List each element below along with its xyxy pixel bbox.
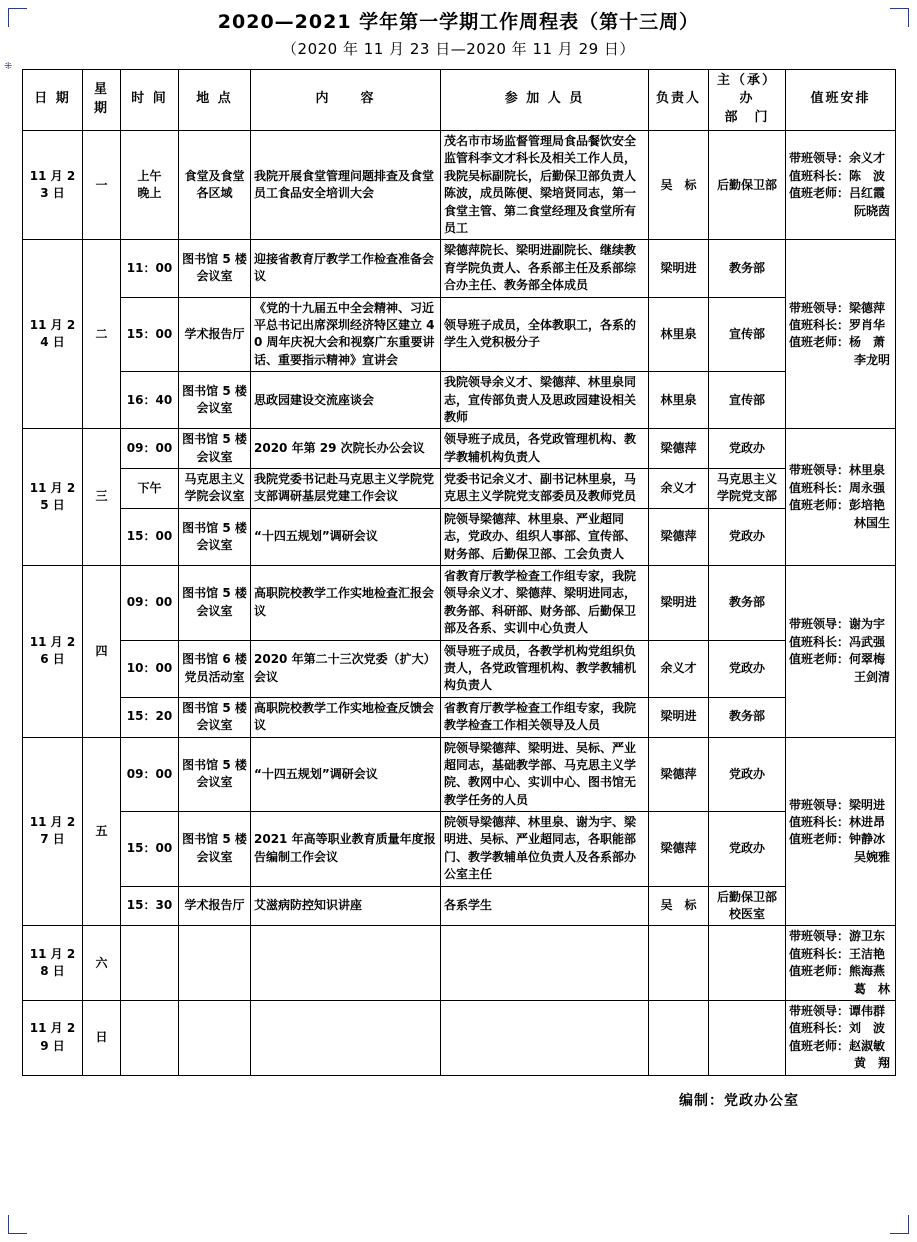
cell-duty-arrangement (786, 566, 896, 738)
table-row (23, 429, 896, 469)
duty-teacher-extra: 李龙明 (853, 352, 890, 367)
cell-time: 10：00 (121, 640, 179, 697)
cell-participants: 各系学生 (441, 886, 649, 926)
table-row (23, 240, 896, 297)
duty-teacher: 值班老师：彭培艳 (789, 498, 886, 513)
cell-weekday: 四 (83, 566, 121, 738)
table-row (23, 372, 896, 429)
cell-place: 图书馆 5 楼会议室 (179, 240, 251, 297)
duty-leader: 带班领导：游卫东 (789, 929, 886, 944)
cell-department: 党政办 (709, 640, 786, 697)
duty-chief: 值班科长：冯武强 (789, 634, 886, 649)
cell-duty-arrangement (786, 1001, 896, 1076)
cell-time: 下午 (121, 469, 179, 509)
table-row (23, 297, 896, 372)
cell-owner (649, 926, 709, 1001)
duty-teacher: 值班老师：何翠梅 (789, 652, 886, 667)
cell-place: 食堂及食堂各区域 (179, 131, 251, 240)
page-title: 2020—2021 学年第一学期工作周程表（第十三周） (217, 11, 700, 33)
cell-owner: 梁德萍 (649, 429, 709, 469)
crop-mark-bottom-right (890, 1215, 909, 1234)
cell-department: 宣传部 (709, 372, 786, 429)
cell-content: 我院党委书记赴马克思主义学院党支部调研基层党建工作会议 (251, 469, 441, 509)
cell-owner: 梁德萍 (649, 737, 709, 812)
cell-place: 图书馆 5 楼会议室 (179, 429, 251, 469)
cell-department: 党政办 (709, 737, 786, 812)
cell-weekday: 五 (83, 737, 121, 926)
table-row (23, 640, 896, 697)
table-row (23, 926, 896, 1001)
cell-content (251, 1001, 441, 1076)
cell-place: 学术报告厅 (179, 297, 251, 372)
cell-place: 图书馆 5 楼会议室 (179, 737, 251, 812)
cell-content: 高职院校教学工作实地检查汇报会议 (251, 566, 441, 641)
cell-department: 党政办 (709, 812, 786, 887)
cell-place: 马克思主义学院会议室 (179, 469, 251, 509)
cell-time: 15：00 (121, 812, 179, 887)
cell-date: 11 月 24 日 (23, 240, 83, 429)
table-row (23, 812, 896, 887)
duty-teacher: 值班老师：熊海燕 (789, 964, 886, 979)
cell-department: 教务部 (709, 240, 786, 297)
cell-participants: 院领导梁德萍、林里泉、严业超同志，党政办、组织人事部、宣传部、财务部、后勤保卫部、工会负责人 (441, 508, 649, 565)
cell-owner (649, 1001, 709, 1076)
cell-time: 16：40 (121, 372, 179, 429)
cell-weekday: 一 (83, 131, 121, 240)
column-header-participants: 参 加 人 员 (441, 69, 649, 131)
cell-place: 学术报告厅 (179, 886, 251, 926)
duty-leader: 带班领导：梁德萍 (789, 300, 886, 315)
cell-duty-arrangement (786, 926, 896, 1001)
duty-teacher-extra: 吴婉雅 (853, 849, 890, 864)
cell-date: 11 月 23 日 (23, 131, 83, 240)
cell-owner: 梁明进 (649, 697, 709, 737)
cell-owner: 梁明进 (649, 566, 709, 641)
cell-time: 15：00 (121, 297, 179, 372)
cell-content: 高职院校教学工作实地检查反馈会议 (251, 697, 441, 737)
cell-place: 图书馆 6 楼党员活动室 (179, 640, 251, 697)
cell-weekday: 二 (83, 240, 121, 429)
cell-time (121, 1001, 179, 1076)
cell-department: 后勤保卫部 (709, 131, 786, 240)
column-header-department (709, 69, 786, 131)
crop-mark-top-right (890, 8, 909, 27)
weekly-schedule-table (22, 69, 896, 1076)
footer-note: 编制：党政办公室 (679, 1092, 799, 1109)
cell-department (709, 926, 786, 1001)
duty-chief: 值班科长：罗肖华 (789, 317, 886, 332)
cell-participants: 我院领导余义才、梁德萍、林里泉同志，宣传部负责人及思政园建设相关教师 (441, 372, 649, 429)
cell-department: 党政办 (709, 429, 786, 469)
cell-duty-arrangement (786, 240, 896, 429)
column-header-place: 地 点 (179, 69, 251, 131)
cell-owner: 梁明进 (649, 240, 709, 297)
cell-content: “十四五规划”调研会议 (251, 737, 441, 812)
cell-content: 2020 年第二十三次党委（扩大）会议 (251, 640, 441, 697)
page-subtitle: （2020 年 11 月 23 日—2020 年 11 月 29 日） (282, 39, 635, 58)
column-header-content: 内 容 (251, 69, 441, 131)
duty-teacher: 值班老师：吕红霞 (789, 186, 886, 201)
cell-department: 党政办 (709, 508, 786, 565)
cell-date: 11 月 27 日 (23, 737, 83, 926)
title-block (0, 0, 917, 61)
cell-department: 教务部 (709, 566, 786, 641)
cell-participants: 领导班子成员，各教学机构党组织负责人，各党政管理机构、教学教辅机构负责人 (441, 640, 649, 697)
duty-teacher-extra: 林国生 (853, 515, 890, 530)
column-header-duty: 值班安排 (786, 69, 896, 131)
cell-duty-arrangement (786, 737, 896, 926)
column-header-date: 日 期 (23, 69, 83, 131)
duty-chief: 值班科长：林进昂 (789, 815, 886, 830)
duty-leader: 带班领导：余义才 (789, 151, 886, 166)
table-row (23, 508, 896, 565)
column-header-owner: 负责人 (649, 69, 709, 131)
cell-time: 15：00 (121, 508, 179, 565)
duty-teacher: 值班老师：赵淑敏 (789, 1038, 886, 1053)
cell-department (709, 1001, 786, 1076)
column-header-department-line2: 部 门 (724, 110, 770, 126)
cell-participants: 茂名市市场监督管理局食品餐饮安全监管科李文才科长及相关工作人员，我院吴标副院长，后勤保卫部负责人陈波，成员陈便、梁培贤同志，第一食堂主管、第二食堂经理及食堂所有员工 (441, 131, 649, 240)
cell-department: 教务部 (709, 697, 786, 737)
crop-mark-bottom-left (8, 1215, 27, 1234)
cell-duty-arrangement (786, 429, 896, 566)
cell-time: 09：00 (121, 737, 179, 812)
table-body (23, 131, 896, 1076)
cell-owner: 梁德萍 (649, 508, 709, 565)
duty-teacher: 值班老师：钟静冰 (789, 832, 886, 847)
table-row (23, 566, 896, 641)
duty-chief: 值班科长：王洁艳 (789, 946, 886, 961)
cell-owner: 余义才 (649, 640, 709, 697)
cell-time: 11：00 (121, 240, 179, 297)
duty-leader: 带班领导：谢为宇 (789, 617, 886, 632)
duty-teacher-extra: 黄 翔 (853, 1056, 890, 1071)
cell-content: 艾滋病防控知识讲座 (251, 886, 441, 926)
table-row (23, 1001, 896, 1076)
cell-weekday: 六 (83, 926, 121, 1001)
table-row (23, 469, 896, 509)
cell-time: 15：20 (121, 697, 179, 737)
table-header-row (23, 69, 896, 131)
duty-leader: 带班领导：谭伟群 (789, 1004, 886, 1018)
cell-participants: 领导班子成员，全体教职工，各系的学生入党积极分子 (441, 297, 649, 372)
cell-date: 11 月 29 日 (23, 1001, 83, 1076)
cell-owner: 吴 标 (649, 886, 709, 926)
cell-time: 上午 晚上 (121, 131, 179, 240)
duty-teacher-extra: 阮晓茵 (853, 203, 890, 218)
cell-weekday: 日 (83, 1001, 121, 1076)
cell-participants (441, 926, 649, 1001)
cell-place (179, 926, 251, 1001)
schedule-table-wrap (22, 69, 895, 1076)
table-row (23, 131, 896, 240)
table-row (23, 697, 896, 737)
cell-department: 宣传部 (709, 297, 786, 372)
cell-content: 我院开展食堂管理问题排查及食堂员工食品安全培训大会 (251, 131, 441, 240)
crop-mark-top-left (8, 8, 27, 27)
cell-participants: 梁德萍院长、梁明进副院长、继续教育学院负责人、各系部主任及系部综合办主任、教务部全体成员 (441, 240, 649, 297)
cell-place (179, 1001, 251, 1076)
duty-teacher-extra: 王剑清 (853, 669, 890, 684)
cell-department: 后勤保卫部 校医室 (709, 886, 786, 926)
cell-content: 思政园建设交流座谈会 (251, 372, 441, 429)
cell-weekday: 三 (83, 429, 121, 566)
cell-participants: 领导班子成员，各党政管理机构、教学教辅机构负责人 (441, 429, 649, 469)
paragraph-mark-icon: ⁜ (4, 61, 13, 72)
cell-department: 马克思主义学院党支部 (709, 469, 786, 509)
cell-time: 09：00 (121, 429, 179, 469)
cell-duty-arrangement (786, 131, 896, 240)
cell-place: 图书馆 5 楼会议室 (179, 372, 251, 429)
cell-owner: 吴 标 (649, 131, 709, 240)
column-header-department-line1: 主（承）办 (716, 72, 777, 107)
cell-participants: 党委书记余义才、副书记林里泉，马克思主义学院党支部委员及教师党员 (441, 469, 649, 509)
column-header-time: 时 间 (121, 69, 179, 131)
cell-date: 11 月 25 日 (23, 429, 83, 566)
cell-place: 图书馆 5 楼会议室 (179, 508, 251, 565)
duty-teacher-extra: 葛 林 (853, 981, 890, 996)
cell-content: “十四五规划”调研会议 (251, 508, 441, 565)
cell-content: 《党的十九届五中全会精神、习近平总书记出席深圳经济特区建立 40 周年庆祝大会和视察广东重要讲话、重要指示精神》宣讲会 (251, 297, 441, 372)
cell-owner: 林里泉 (649, 297, 709, 372)
cell-owner: 余义才 (649, 469, 709, 509)
table-row (23, 886, 896, 926)
cell-content: 2020 年第 29 次院长办公会议 (251, 429, 441, 469)
duty-teacher: 值班老师：杨 萧 (789, 335, 886, 350)
table-row (23, 737, 896, 812)
duty-leader: 带班领导：梁明进 (789, 797, 886, 812)
duty-chief: 值班科长：陈 波 (789, 168, 886, 183)
duty-leader: 带班领导：林里泉 (789, 463, 886, 478)
cell-place: 图书馆 5 楼会议室 (179, 566, 251, 641)
cell-time: 09：00 (121, 566, 179, 641)
cell-participants: 院领导梁德萍、梁明进、吴标、严业超同志，基础教学部、马克思主义学院、教网中心、实训中心、图书馆无教学任务的人员 (441, 737, 649, 812)
cell-place: 图书馆 5 楼会议室 (179, 697, 251, 737)
cell-participants (441, 1001, 649, 1076)
cell-participants: 省教育厅教学检查工作组专家，我院教学检查工作相关领导及人员 (441, 697, 649, 737)
cell-content: 迎接省教育厅教学工作检查准备会议 (251, 240, 441, 297)
duty-chief: 值班科长：周永强 (789, 480, 886, 495)
cell-date: 11 月 26 日 (23, 566, 83, 738)
cell-date: 11 月 28 日 (23, 926, 83, 1001)
cell-participants: 省教育厅教学检查工作组专家，我院领导余义才、梁德萍、梁明进同志，教务部、科研部、财务部、后勤保卫部及各系、实训中心负责人 (441, 566, 649, 641)
cell-time (121, 926, 179, 1001)
cell-place: 图书馆 5 楼会议室 (179, 812, 251, 887)
cell-content (251, 926, 441, 1001)
cell-participants: 院领导梁德萍、林里泉、谢为宇、梁明进、吴标、严业超同志，各职能部门、教学教辅单位负责人及各系部办公室主任 (441, 812, 649, 887)
cell-owner: 梁德萍 (649, 812, 709, 887)
duty-chief: 值班科长：刘 波 (789, 1021, 886, 1036)
cell-owner: 林里泉 (649, 372, 709, 429)
column-header-weekday: 星 期 (83, 69, 121, 131)
cell-content: 2021 年高等职业教育质量年度报告编制工作会议 (251, 812, 441, 887)
cell-time: 15：30 (121, 886, 179, 926)
